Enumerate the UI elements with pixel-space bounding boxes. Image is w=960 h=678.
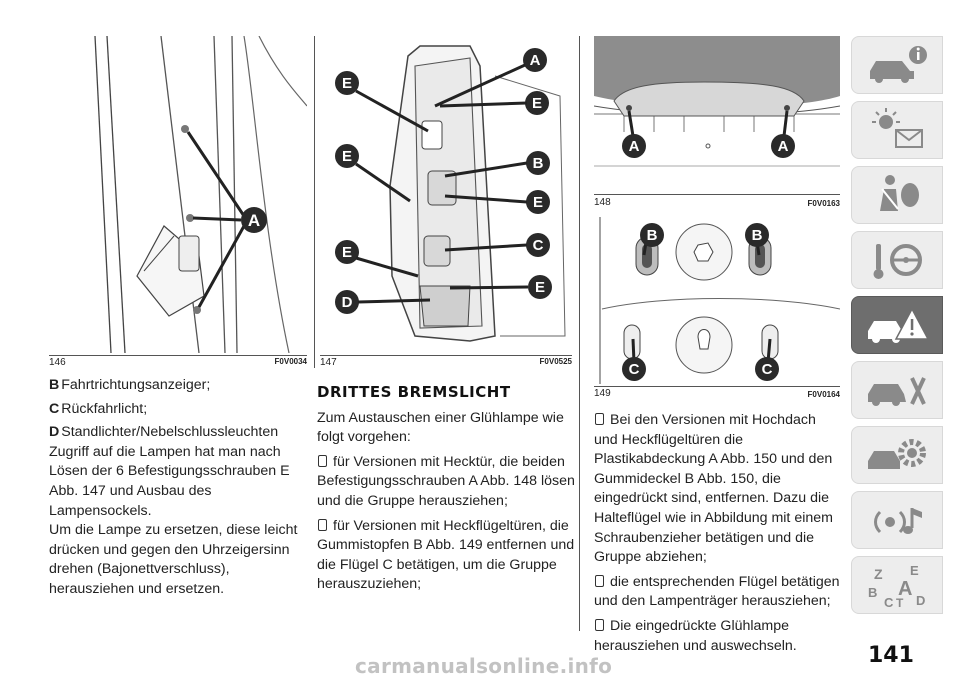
figure-code: F0V0525	[539, 357, 572, 366]
bullet-text: Bei den Versionen mit Hochdach und Heckflügeltüren die Plastikabdeckung A Abb. 150 und den Gummideckel B Abb. 150, die eingedrückt sind, entfernen. Dazu die Halteflügel wie in Abbildung mit einem Schraubenzieher betätigen und die Gruppe abziehen;	[594, 412, 833, 566]
chapter-sidebar	[851, 36, 943, 621]
legend-key: C	[49, 400, 60, 417]
figure-148	[594, 36, 840, 192]
car-service-icon	[862, 366, 932, 414]
alphabetical-index-icon	[862, 561, 932, 609]
lights-message-icon	[862, 106, 932, 154]
callout-label: E	[532, 194, 544, 211]
bullet-item	[594, 411, 842, 568]
bullet-box-icon	[595, 413, 604, 425]
callout-label: A	[247, 211, 261, 230]
bullet-box-icon	[595, 575, 604, 587]
callout-label: B	[532, 155, 544, 172]
tab-multimedia[interactable]	[851, 491, 943, 549]
airbag-seatbelt-icon	[862, 171, 932, 219]
legend-item	[49, 400, 311, 420]
body-paragraph: Zugriff auf die Lampen hat man nach Lösen der 6 Befestigungsschrauben E Abb. 147 und Ausbau des Lampensockels.	[49, 443, 290, 519]
callout-label: E	[341, 75, 353, 92]
legend-key: B	[49, 377, 60, 393]
bullet-box-icon	[318, 519, 327, 531]
legend-text: Rückfahrlicht;	[61, 400, 148, 417]
audio-antenna-icon	[862, 496, 932, 544]
bullet-box-icon	[595, 619, 604, 631]
third-brake-light-heckfluegel-illustration	[594, 217, 840, 384]
rear-door-hinge-illustration	[49, 36, 307, 353]
index-letter: D	[916, 593, 926, 608]
index-letter: Z	[874, 566, 883, 582]
legend-key: D	[49, 424, 60, 441]
intro-paragraph: Zum Austauschen einer Glühlampe wie folgt vorgehen:	[317, 409, 564, 446]
tab-starting-driving[interactable]	[851, 231, 943, 289]
tab-emergency[interactable]	[851, 296, 943, 354]
tail-light-cluster-illustration	[320, 36, 572, 353]
callout-label: C	[761, 361, 773, 378]
bullet-item	[594, 617, 842, 656]
figure-number: 149	[594, 388, 611, 399]
section-heading: DRITTES BREMSLICHT	[317, 383, 511, 401]
callout-label: E	[531, 95, 543, 112]
bullet-item	[317, 453, 575, 512]
figure-caption-rule	[594, 194, 840, 195]
bullet-box-icon	[318, 455, 327, 467]
gear-settings-icon	[862, 431, 932, 479]
figure-149	[594, 217, 840, 384]
legend-item	[49, 423, 311, 443]
third-brake-light-hecktuer-illustration	[594, 36, 840, 192]
legend-text: Fahrtrichtungsanzeiger;	[61, 377, 211, 393]
tab-lights-messages[interactable]	[851, 101, 943, 159]
key-steering-wheel-icon	[862, 236, 932, 284]
figure-code: F0V0163	[807, 199, 840, 208]
column-1-text	[49, 376, 311, 600]
index-letter: B	[868, 585, 878, 600]
column-3-text	[594, 411, 842, 661]
index-letter: T	[896, 596, 904, 609]
callout-label: C	[628, 361, 640, 378]
bullet-item	[594, 573, 842, 612]
figure-number: 148	[594, 197, 611, 208]
body-paragraph: Um die Lampe zu ersetzen, diese leicht drücken und gegen den Uhrzeigersinn drehen (Bajonettverschluss), herausziehen und ersetzen.	[49, 522, 298, 597]
figure-caption-rule	[49, 355, 307, 356]
bullet-item	[317, 517, 575, 595]
bullet-text: die entsprechenden Flügel betätigen und den Lampenträger herausziehen;	[594, 573, 840, 610]
callout-label: E	[341, 244, 353, 261]
column-2-text	[317, 383, 575, 600]
legend-item	[49, 376, 311, 396]
callout-label: C	[532, 237, 544, 254]
index-letter: E	[910, 563, 919, 578]
index-letter: A	[898, 578, 913, 600]
callout-label: B	[751, 227, 763, 244]
callout-label: A	[529, 52, 541, 69]
figure-caption-rule	[320, 355, 572, 356]
callout-label: D	[341, 294, 353, 311]
figure-146	[49, 36, 307, 353]
column-divider	[579, 36, 580, 631]
car-info-icon	[862, 41, 932, 89]
callout-label: E	[534, 279, 546, 296]
tab-technical-data[interactable]	[851, 426, 943, 484]
bullet-text: für Versionen mit Heckflügeltüren, die Gummistopfen B Abb. 149 entfernen und die Flügel C betätigen, um die Gruppe herauszuziehen;	[317, 517, 575, 593]
column-divider	[314, 36, 315, 368]
callout-label: B	[646, 227, 658, 244]
legend-text: Standlichter/Nebelschlussleuchten	[61, 424, 279, 441]
figure-number: 147	[320, 357, 337, 368]
bullet-text: für Versionen mit Hecktür, die beiden Befestigungsschrauben A Abb. 148 lösen und die Gruppe herausziehen;	[317, 453, 575, 509]
callout-label: A	[777, 138, 789, 155]
page-number: 141	[868, 643, 914, 668]
figure-code: F0V0164	[807, 390, 840, 399]
tab-safety[interactable]	[851, 166, 943, 224]
figure-caption-rule	[594, 386, 840, 387]
callout-label: E	[341, 148, 353, 165]
bullet-text: Die eingedrückte Glühlampe herausziehen und auswechseln.	[594, 617, 797, 654]
watermark: carmanualsonline.info	[355, 654, 613, 678]
figure-147	[320, 36, 572, 353]
tab-car-info[interactable]	[851, 36, 943, 94]
index-letter: C	[884, 595, 894, 609]
emergency-warning-icon	[862, 301, 932, 349]
figure-number: 146	[49, 357, 66, 368]
callout-label: A	[628, 138, 640, 155]
tab-service[interactable]	[851, 361, 943, 419]
tab-index[interactable]	[851, 556, 943, 614]
figure-code: F0V0034	[274, 357, 307, 366]
